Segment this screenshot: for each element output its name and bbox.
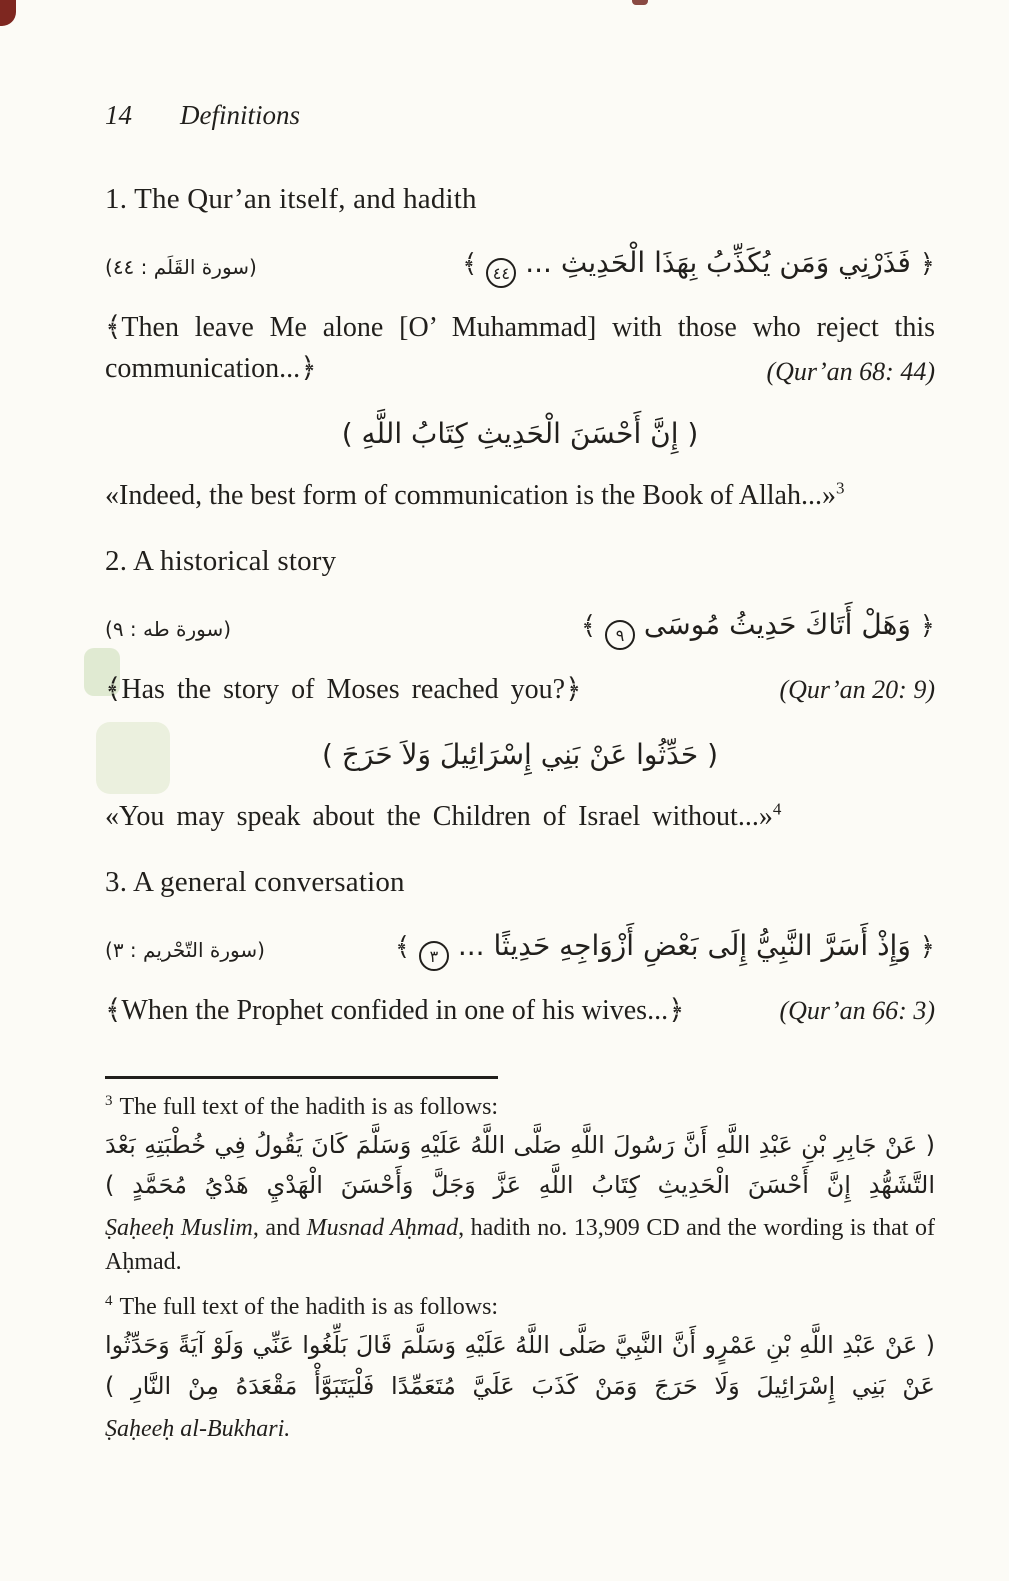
ornate-open-icon: ﴿ <box>919 610 935 641</box>
verse-text: فَذَرْنِي وَمَن يُكَذِّبُ بِهَذَا الْحَدِيثِ <box>560 246 911 279</box>
hadith-translation-text: «Indeed, the best form of communication is the Book of Allah...» <box>105 480 836 512</box>
ornate-open-icon: ﴿ <box>919 931 935 962</box>
footnote-source <box>105 1413 935 1447</box>
quote-close-icon: ﴿ <box>300 352 317 384</box>
verse-translation-line <box>105 670 935 711</box>
verse-text: وَإِذْ أَسَرَّ النَّبِيُّ إِلَى بَعْضِ أَزْوَاجِهِ حَدِيثًا <box>493 928 911 962</box>
verse-translation <box>105 670 581 711</box>
section-heading: 2. A historical story <box>105 544 337 577</box>
quran-verse-arabic <box>581 608 935 650</box>
surah-reference: (سورة طه : ٩) <box>105 616 232 641</box>
quran-verse-arabic <box>395 929 935 971</box>
book-title: Musnad Aḥmad <box>306 1215 459 1242</box>
quran-verse-arabic <box>462 246 935 288</box>
footnote-reference: 4 <box>772 800 782 820</box>
section-historical-story <box>105 545 935 838</box>
footnote-hadith-arabic: ( عَنْ عَبْدِ اللَّهِ بْنِ عَمْرٍو أَنَّ النَّبِيَّ صَلَّى اللَّهُ عَلَيْهِ وَسَلَّمَ قَالَ بَلِّغُوا عَنِّي وَلَوْ آيَةً وَحَدِّثُوا عَنْ بَنِي إِسْرَائِيلَ وَلَا حَرَجَ وَمَنْ كَذَبَ عَلَيَّ مُتَعَمِّدًا فَلْيَتَبَوَّأْ مَقْعَدَهُ مِنْ النَّارِ ) <box>105 1331 935 1401</box>
footnote-marker: 3 <box>105 1092 113 1109</box>
translation-text: When the Prophet confided in one of his wives... <box>121 994 669 1026</box>
quote-open-icon: ﴾ <box>105 312 122 343</box>
quote-open-icon: ﴾ <box>105 673 122 705</box>
footnotes <box>105 1076 935 1447</box>
running-head <box>105 0 935 131</box>
section-heading: 1. The Qur’an itself, and hadith <box>105 183 477 215</box>
footnote-intro <box>105 1293 935 1321</box>
page-number: 14 <box>105 100 132 130</box>
running-title: Definitions <box>180 100 300 130</box>
verse-translation-line <box>105 991 935 1032</box>
footnote-source-text: , and <box>252 1215 307 1242</box>
ayah-number-icon: ٤٤ <box>486 258 516 288</box>
hadith-translation <box>105 476 935 517</box>
ornate-close-icon: ﴾ <box>580 610 597 641</box>
footnote-intro-text: The full text of the hadith is as follows: <box>119 1294 499 1321</box>
quran-citation: (Qur’an 20: 9) <box>779 674 935 704</box>
quran-citation: (Qur’an 66: 3) <box>779 995 935 1025</box>
quote-close-icon: ﴿ <box>668 994 685 1026</box>
section-heading: 3. A general conversation <box>105 865 405 898</box>
hadith-arabic: ( إِنَّ أَحْسَنَ الْحَدِيثِ كِتَابُ اللَّهِ ) <box>341 417 699 451</box>
footnote-source-text: , hadith no. 13,909 CD and the wording is that of Aḥmad. <box>105 1215 936 1275</box>
translation-text: Then leave Me alone [O’ Muhammad] with those who reject this communication... <box>105 312 935 384</box>
ornate-close-icon: ﴾ <box>394 931 411 962</box>
footnote-intro <box>105 1093 935 1121</box>
footnote-3 <box>105 1093 935 1280</box>
quran-verse-row <box>105 246 935 288</box>
translation-text: Has the story of Moses reached you? <box>121 673 566 705</box>
hadith-translation <box>105 797 935 838</box>
footnote-4 <box>105 1293 935 1446</box>
book-title: Ṣaḥeeḥ al-Bukhari. <box>105 1415 291 1442</box>
footnote-marker: 4 <box>105 1293 113 1310</box>
section-quran-and-hadith <box>105 183 935 517</box>
verse-translation-block <box>105 308 935 389</box>
surah-reference: (سورة القَلَم : ٤٤) <box>105 255 257 279</box>
verse-ellipsis: ... <box>525 246 552 279</box>
footnote-reference: 3 <box>835 478 845 498</box>
ornate-open-icon: ﴿ <box>919 249 935 279</box>
surah-reference: (سورة التّحْريم : ٣) <box>105 937 265 962</box>
hadith-arabic: ( حَدِّثُوا عَنْ بَنِي إِسْرَائِيلَ وَلاَ حَرَجَ ) <box>321 738 719 772</box>
footnote-source <box>105 1212 935 1279</box>
footnote-separator <box>105 1076 498 1079</box>
hadith-translation-text: «You may speak about the Children of Israel without...» <box>105 801 773 833</box>
section-general-conversation <box>105 866 935 1032</box>
ayah-number-icon: ٩ <box>605 620 635 650</box>
verse-translation <box>105 991 684 1032</box>
quran-verse-row <box>105 608 935 650</box>
quran-citation: (Qur’an 68: 44) <box>766 357 935 387</box>
quote-close-icon: ﴿ <box>565 673 582 705</box>
footnote-hadith-arabic: ( عَنْ جَابِرِ بْنِ عَبْدِ اللَّهِ أَنَّ رَسُولَ اللَّهِ صَلَّى اللَّهُ عَلَيْهِ وَسَلَّمَ كَانَ يَقُولُ فِي خُطْبَتِهِ بَعْدَ التَّشَهُّدِ إِنَّ أَحْسَنَ الْحَدِيثِ كِتَابُ اللَّهِ عَزَّ وَجَلَّ وَأَحْسَنَ الْهَدْيِ هَدْيُ مُحَمَّدٍ ) <box>105 1130 935 1200</box>
quran-verse-row <box>105 929 935 971</box>
footnote-intro-text: The full text of the hadith is as follows: <box>119 1093 499 1120</box>
verse-ellipsis: ... <box>457 928 485 962</box>
ornate-close-icon: ﴾ <box>462 249 478 279</box>
book-title: Ṣaḥeeḥ Muslim <box>105 1215 253 1242</box>
quote-open-icon: ﴾ <box>105 994 122 1026</box>
ayah-number-icon: ٣ <box>419 941 449 971</box>
verse-text: وَهَلْ أَتَاكَ حَدِيثُ مُوسَى <box>643 607 911 641</box>
